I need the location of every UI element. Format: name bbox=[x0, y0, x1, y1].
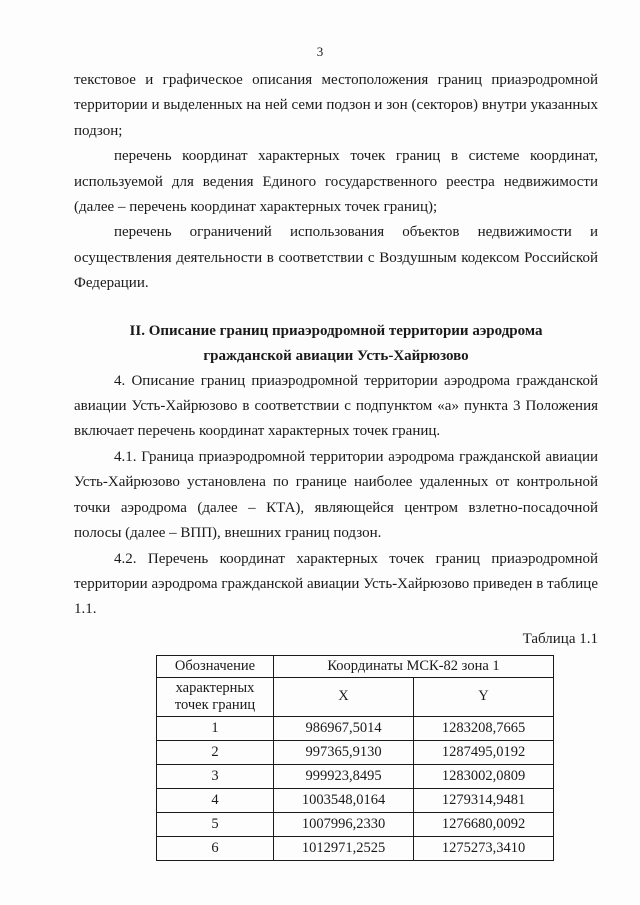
header-point-designation-top: Обозначение bbox=[157, 655, 274, 677]
cell-point: 6 bbox=[157, 836, 274, 860]
table-row bbox=[157, 740, 554, 764]
cell-point: 2 bbox=[157, 740, 274, 764]
cell-x: 1007996,2330 bbox=[274, 812, 414, 836]
header-y: Y bbox=[414, 677, 554, 716]
table-row bbox=[157, 788, 554, 812]
paragraph-4-2: 4.2. Перечень координат характерных точек границ приаэродромной территории аэродрома гражданской авиации Усть-Хайрюзово приведен в таблице 1.1. bbox=[74, 550, 598, 618]
paragraph-text-graphic-description: текстовое и графическое описания местоположения границ приаэродромной территории и выделенных на ней семи подзон и зон (секторов) внутри указанных подзон; bbox=[74, 72, 598, 139]
paragraph-restrictions-list: перечень ограничений использования объектов недвижимости и осуществления деятельности в соответствии с Воздушным кодексом Российской Федерации. bbox=[74, 224, 598, 292]
table-row bbox=[157, 812, 554, 836]
page-number: 3 bbox=[316, 44, 324, 59]
cell-y: 1287495,0192 bbox=[414, 740, 554, 764]
cell-point: 3 bbox=[157, 764, 274, 788]
cell-x: 999923,8495 bbox=[274, 764, 414, 788]
table-caption: Таблица 1.1 bbox=[522, 630, 598, 647]
table-row bbox=[157, 764, 554, 788]
cell-y: 1279314,9481 bbox=[414, 788, 554, 812]
cell-x: 1003548,0164 bbox=[274, 788, 414, 812]
paragraph-4-1: 4.1. Граница приаэродромной территории аэродрома гражданской авиации Усть-Хайрюзово установлена по границе наиболее удаленных от контрольной точки аэродрома (далее – КТА), являющейся центром взлетно-посадочной полосы (далее – ВПП), внешних границ подзон. bbox=[74, 448, 598, 542]
cell-y: 1275273,3410 bbox=[414, 836, 554, 860]
cell-y: 1283002,0809 bbox=[414, 764, 554, 788]
table-row bbox=[157, 716, 554, 740]
cell-point: 5 bbox=[157, 812, 274, 836]
cell-point: 1 bbox=[157, 716, 274, 740]
paragraph-coordinates-list: перечень координат характерных точек границ в системе координат, используемой для ведения Единого государственного реестра недвижимости (далее – перечень координат характерных точек границ); bbox=[74, 148, 598, 216]
section-heading-line-2: гражданской авиации Усть-Хайрюзово bbox=[203, 347, 469, 364]
header-x: X bbox=[274, 677, 414, 716]
header-point-designation-bottom: характерных точек границ bbox=[157, 677, 274, 716]
coordinates-table bbox=[156, 655, 554, 861]
cell-x: 997365,9130 bbox=[274, 740, 414, 764]
section-heading-line-1: II. Описание границ приаэродромной территории аэродрома bbox=[129, 322, 543, 339]
paragraph-4: 4. Описание границ приаэродромной территории аэродрома гражданской авиации Усть-Хайрюзово в соответствии с подпунктом «а» пункта 3 Положения включает перечень координат характерных точек границ. bbox=[74, 372, 598, 440]
table-row bbox=[157, 836, 554, 860]
cell-y: 1276680,0092 bbox=[414, 812, 554, 836]
header-coordinates-group: Координаты МСК-82 зона 1 bbox=[274, 655, 554, 677]
cell-y: 1283208,7665 bbox=[414, 716, 554, 740]
cell-x: 986967,5014 bbox=[274, 716, 414, 740]
section-heading bbox=[74, 319, 598, 369]
cell-point: 4 bbox=[157, 788, 274, 812]
cell-x: 1012971,2525 bbox=[274, 836, 414, 860]
document-body bbox=[74, 68, 598, 861]
